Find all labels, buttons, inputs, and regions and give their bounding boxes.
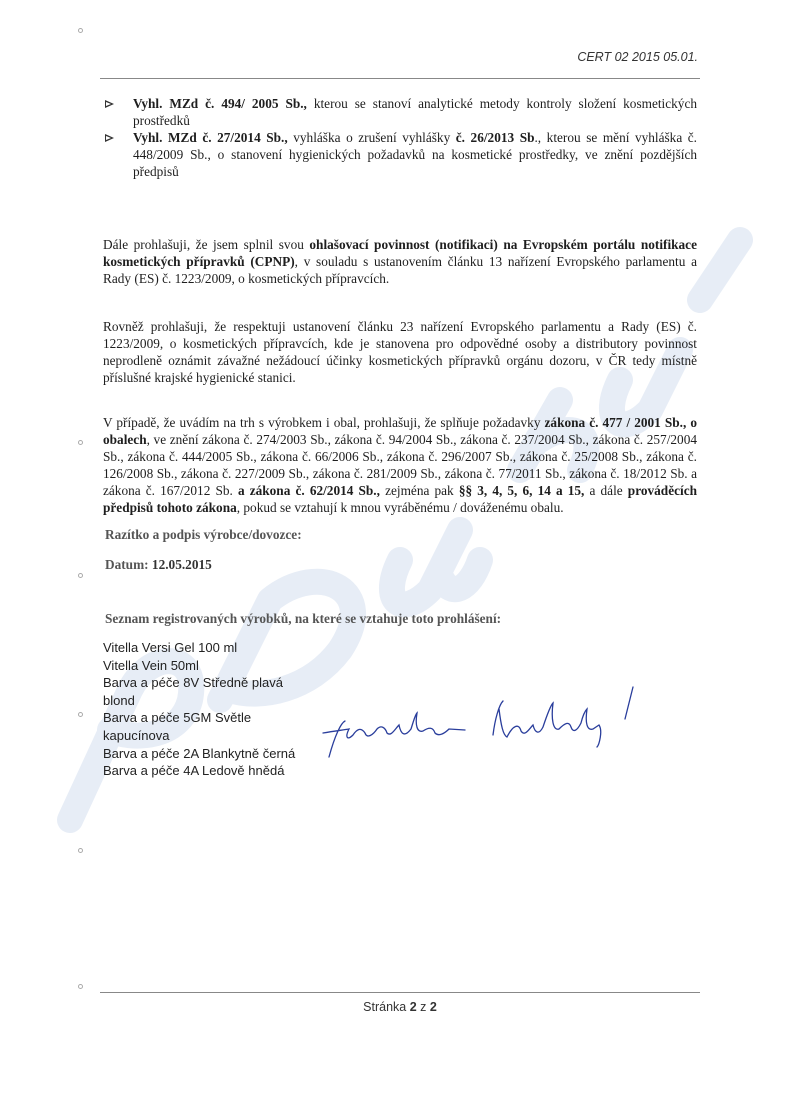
scan-mark (78, 984, 83, 989)
scan-mark (78, 573, 83, 578)
products-heading: Seznam registrovaných výrobků, na které se vztahuje toto prohlášení: (105, 611, 502, 626)
bold-text-segment: zákona č. 477 / 2001 Sb., o obalech (103, 415, 697, 447)
text-segment: Dále prohlašuji, že jsem splnil svou (103, 237, 310, 252)
bold-text-segment: č. 26/2013 Sb (455, 130, 535, 145)
text-segment: vyhláška o zrušení vyhlášky (287, 130, 456, 145)
text-segment: , pokud se vztahují k mnou vyráběnému / dováženému obalu. (236, 500, 564, 515)
paragraph-adverse-effects (103, 318, 697, 386)
date-line (103, 556, 697, 573)
text-segment: a dále (584, 483, 628, 498)
product-item: Barva a péče 2A Blankytně černá (103, 745, 296, 761)
header-rule (100, 78, 700, 79)
product-item: Vitella Versi Gel 100 ml (103, 640, 238, 655)
scan-mark (78, 440, 83, 445)
regulation-list (103, 95, 697, 180)
bold-text-segment: ohlašovací povinnost (notifikaci) na Evropském portálu notifikace kosmetických přípravků (CPNP) (103, 237, 697, 269)
arrow-bullet-icon (105, 100, 114, 108)
arrow-bullet-icon (105, 134, 114, 142)
product-list (103, 639, 313, 780)
date-value: 12.05.2015 (151, 557, 212, 572)
current-page: 2 (409, 1000, 417, 1014)
document-body (103, 95, 697, 780)
text-segment: , v souladu s ustanovením článku 13 nařízení Evropského parlamentu a Rady (ES) č. 1223/2009, o kosmetických přípravcích. (103, 254, 698, 286)
paragraph-notification (103, 236, 697, 287)
footer-rule (100, 992, 700, 993)
total-pages: 2 (429, 1000, 437, 1014)
bold-text-segment: Vyhl. MZd č. 27/2014 Sb., (133, 130, 288, 145)
text-segment: , ve znění zákona č. 274/2003 Sb., zákona č. 94/2004 Sb., zákona č. 237/2004 Sb., zákona č. 257/2004 Sb., zákona č. 444/2005 Sb., zákona č. 66/2006 Sb., zákona č. 296/2007 Sb., zákona č. 25/2008 Sb., zákona č. 126/2008 Sb., zákona č. 227/2009 Sb., zákona č. 281/2009 Sb., zákona č. 77/2011 Sb., zákona č. 18/2012 Sb. a zákona č. 167/2012 Sb. (103, 432, 697, 498)
bold-text-segment: prováděcích předpisů tohoto zákona (103, 483, 697, 515)
document-code: CERT 02 2015 05.01. (577, 50, 698, 64)
page-label: Stránka (363, 1000, 407, 1014)
product-item: Barva a péče 4A Ledově hnědá (103, 763, 285, 779)
scan-mark (78, 848, 83, 853)
products-section (103, 639, 697, 780)
regulation-item (103, 95, 697, 129)
text-segment: kterou se stanoví analytické metody kontroly složení kosmetických prostředků (133, 96, 697, 128)
stamp-signature-label: Razítko a podpis výrobce/dovozce: (105, 527, 302, 542)
page-number (0, 999, 800, 1015)
bold-text-segment: §§ 3, 4, 5, 6, 14 a 15, (458, 483, 585, 498)
scan-mark (78, 28, 83, 33)
page-separator: z (420, 1000, 427, 1014)
paragraph-packaging (103, 414, 697, 516)
product-item: Vitella Vein 50ml (103, 657, 199, 673)
text-segment: ., kterou se mění vyhláška č. 448/2009 Sb., o stanovení hygienických požadavků na kosmetické prostředky, ve znění pozdějších předpisů (133, 130, 697, 179)
text-segment: zejména pak (379, 483, 459, 498)
product-item: Barva a péče 8V Středně plavá blond (103, 675, 283, 708)
bold-text-segment: a zákona č. 62/2014 Sb., (237, 483, 380, 498)
text-segment: V případě, že uvádím na trh s výrobkem i obal, prohlašuji, že splňuje požadavky (103, 415, 545, 430)
product-item: Barva a péče 5GM Světle kapucínova (103, 710, 252, 743)
text-segment: Rovněž prohlašuji, že respektuji ustanovení článku 23 nařízení Evropského parlamentu a Rady (ES) č. 1223/2009, o kosmetických přípravcích, kde je stanovena pro odpovědné osoby a distributory povinnost neprodleně oznámit závažné nežádoucí účinky kosmetických přípravků orgánu dozoru, v ČR tedy místně příslušné krajské hygienické stanici. (103, 319, 697, 385)
date-label: Datum: (105, 557, 149, 572)
bold-text-segment: Vyhl. MZd č. 494/ 2005 Sb., (133, 96, 307, 111)
scan-mark (78, 712, 83, 717)
regulation-item (103, 129, 697, 180)
handwritten-signature (315, 675, 675, 765)
